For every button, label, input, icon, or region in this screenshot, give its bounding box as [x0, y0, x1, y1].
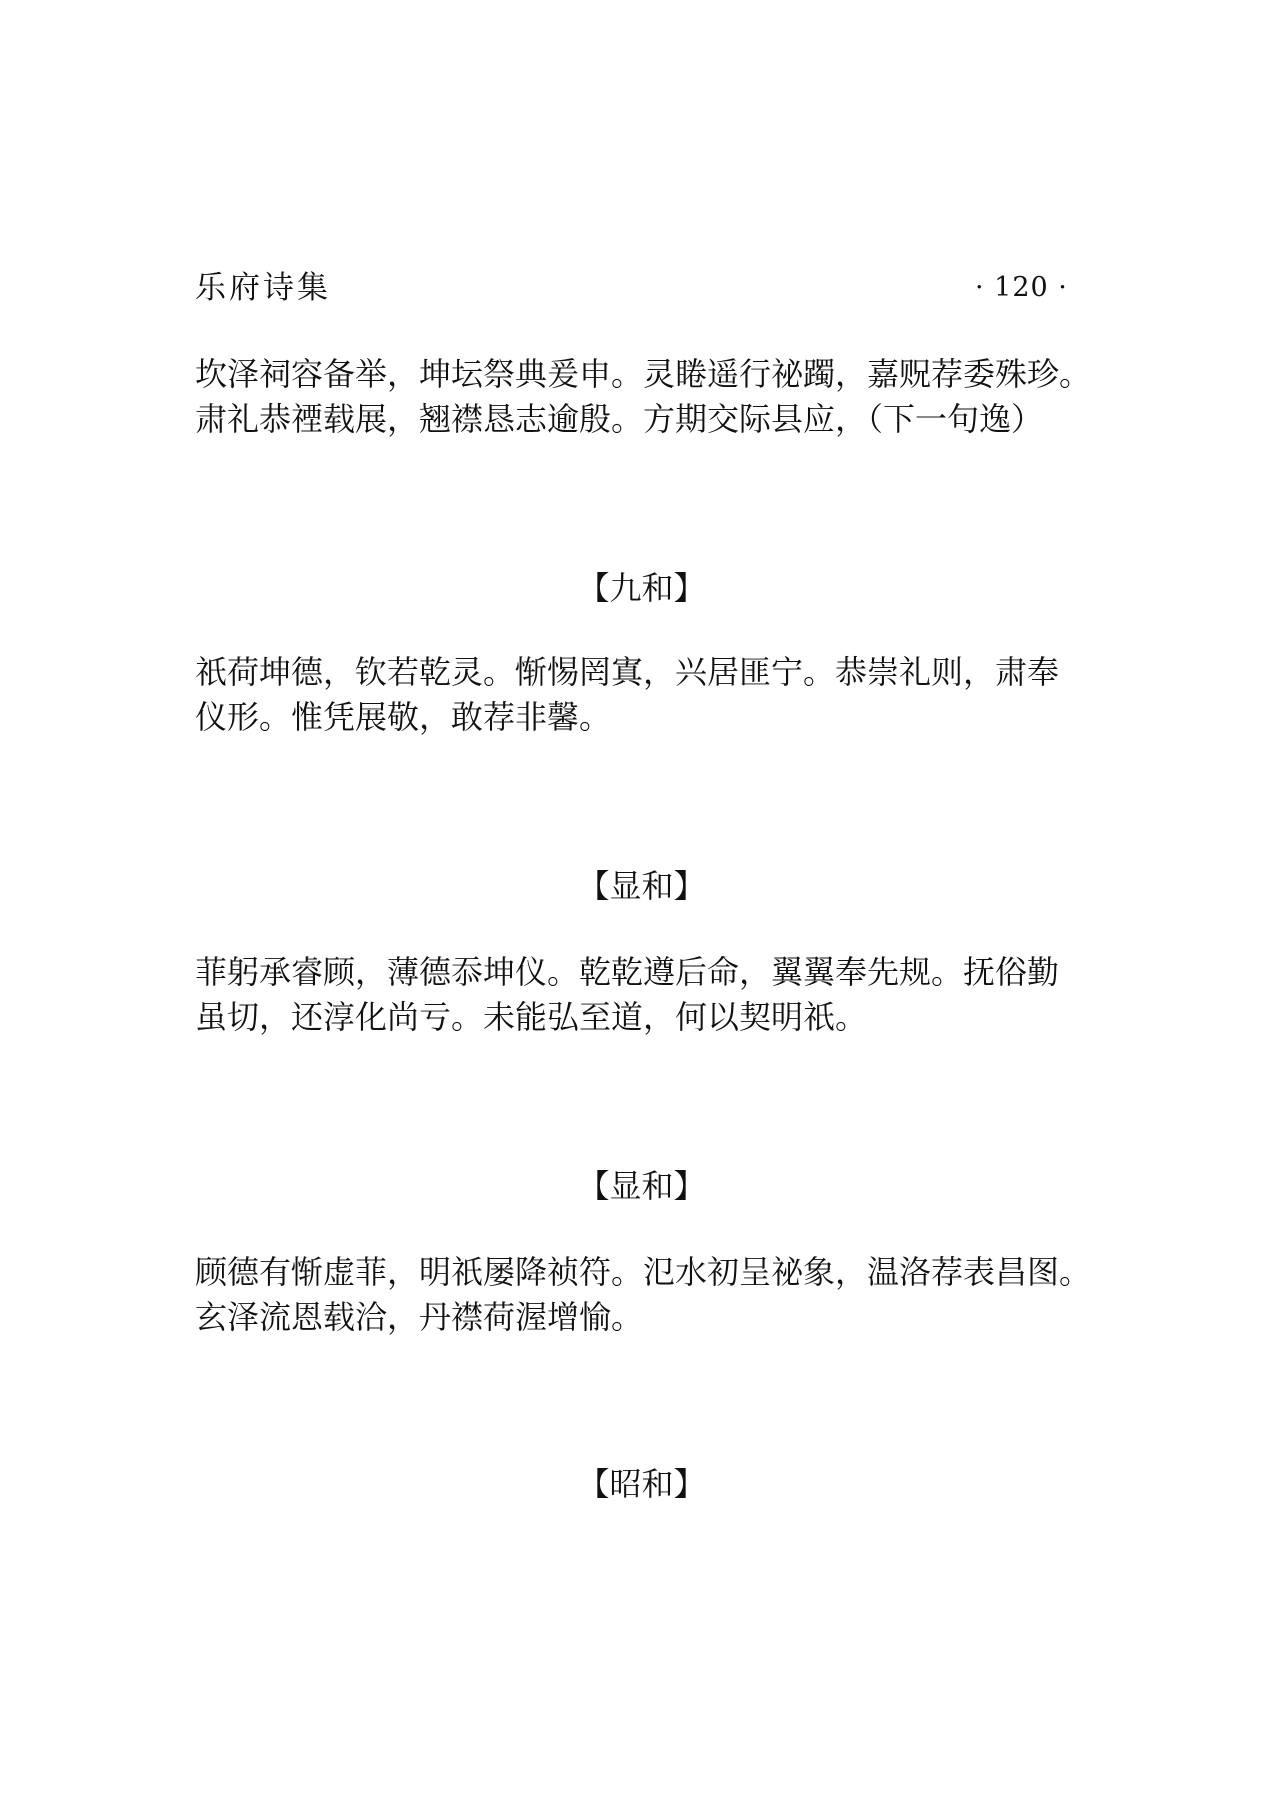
- section-title-jiuhe: 【九和】: [577, 569, 706, 607]
- paragraph-xianhe-2: 顾德有惭虚菲，明祇屡降祯符。氾水初呈祕象，温洛荐表昌图。 玄泽流恩载洽，丹襟荷渥增愉。: [195, 1253, 1092, 1336]
- paragraph-xianhe-1: 菲躬承睿顾，薄德忝坤仪。乾乾遵后命，翼翼奉先规。抚俗勤 虽切，还淳化尚亏。未能弘至道，何以契明祇。: [195, 953, 1060, 1036]
- paragraph-intro: 坎泽祠容备举，坤坛祭典爰申。灵睠遥行祕躅，嘉贶荐委殊珍。 肃礼恭禋载展，翘襟恳志逾殷。方期交际县应，（下一句逸）: [195, 355, 1092, 438]
- paragraph-jiuhe: 祇荷坤德，钦若乾灵。惭惕罔寘，兴居匪宁。恭崇礼则，肃奉 仪形。惟凭展敬，敢荐非馨。: [195, 653, 1060, 736]
- section-title-xianhe-2: 【显和】: [577, 1167, 706, 1205]
- section-title-zhaohe: 【昭和】: [577, 1465, 706, 1503]
- section-title-xianhe-1: 【显和】: [577, 867, 706, 905]
- page-number: · 120 ·: [975, 272, 1068, 303]
- book-title: 乐府诗集: [195, 270, 331, 306]
